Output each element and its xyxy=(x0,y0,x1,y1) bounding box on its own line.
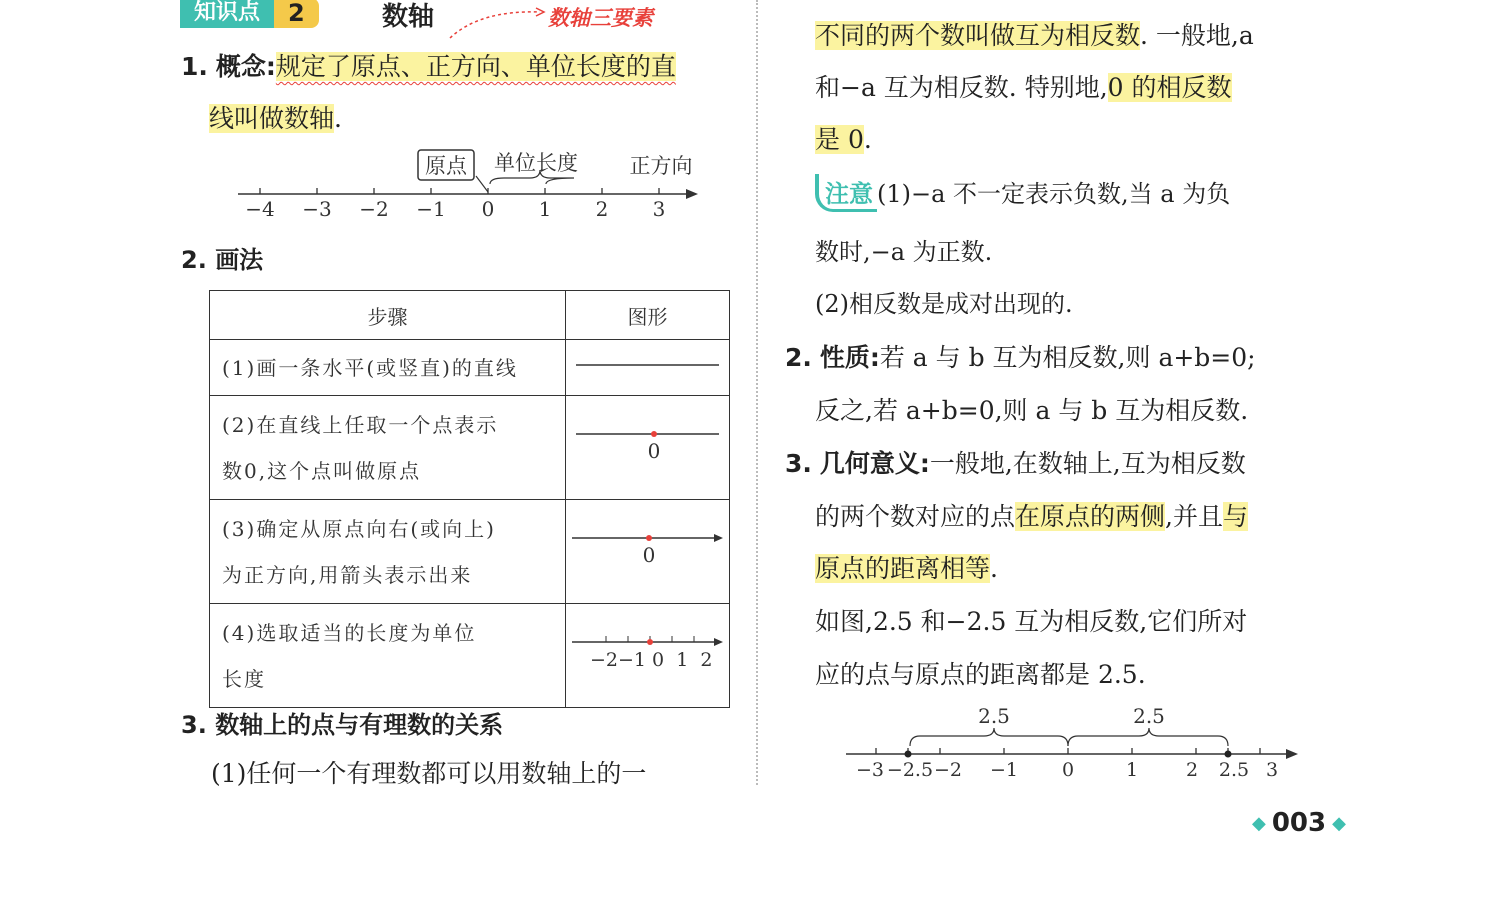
annotation-arrow xyxy=(440,2,550,42)
concept-hl-1: 规定了原点、正方向、单位长度的直 xyxy=(275,52,676,81)
brace-right xyxy=(1068,728,1228,746)
diamond-left-icon: ◆ xyxy=(1252,812,1266,834)
concept-end: . xyxy=(334,104,342,133)
right-hl-1: 不同的两个数叫做互为相反数 xyxy=(815,21,1141,50)
tick-label: 0 xyxy=(1061,759,1075,781)
brace-left-label: 2.5 xyxy=(978,704,1010,728)
note-1: (1)−a 不一定表示负数,当 a 为负 xyxy=(877,180,1231,208)
knowledge-badge xyxy=(180,0,319,28)
right-line-3-end: . xyxy=(863,125,872,154)
steps-table xyxy=(209,290,730,708)
note-2: 数时,−a 为正数. xyxy=(815,238,993,266)
table-header xyxy=(210,291,730,340)
geometry-line-3 xyxy=(815,549,998,585)
figure-4-label: −2−1 0 1 2 xyxy=(590,649,713,671)
note-label: 注意 xyxy=(815,174,877,212)
relation-num: 3. xyxy=(181,711,207,739)
tick-label: 3 xyxy=(1265,759,1279,781)
concept-line-1 xyxy=(181,47,676,83)
figure-4 xyxy=(566,604,730,708)
step-3-line-1: (3)确定从原点向右(或向上) xyxy=(222,516,496,541)
figure-3 xyxy=(566,500,730,604)
tick-label: 2 xyxy=(1185,759,1199,781)
table-row xyxy=(210,340,730,396)
step-3 xyxy=(210,500,566,604)
geo-hl-2: 与 xyxy=(1222,502,1248,531)
tick-label: −2.5 xyxy=(886,759,934,781)
prop-head: 性质: xyxy=(819,343,880,372)
badge-label: 知识点 xyxy=(180,0,274,28)
right-line-1-end: . 一般地,a xyxy=(1140,21,1254,50)
step-2-line-1: (2)在直线上任取一个点表示 xyxy=(222,412,499,437)
tick-label: 3 xyxy=(652,197,666,221)
tick-label: −1 xyxy=(416,197,446,221)
relation-line-1: (1)任何一个有理数都可以用数轴上的一 xyxy=(211,759,647,788)
right-hl-3: 是 0 xyxy=(815,125,864,154)
step-4-line-1: (4)选取适当的长度为单位 xyxy=(222,620,477,645)
step-2-line-2: 数0,这个点叫做原点 xyxy=(222,458,422,483)
figure-1 xyxy=(566,340,730,396)
header-steps: 步骤 xyxy=(210,291,566,340)
step-4 xyxy=(210,604,566,708)
geometry-line-2 xyxy=(815,497,1248,533)
concept-line-2 xyxy=(209,99,342,135)
note-line-1 xyxy=(815,174,1230,212)
tick-label: −4 xyxy=(245,197,275,221)
method-heading xyxy=(181,240,263,275)
method-num: 2. xyxy=(181,246,207,274)
tick-label: 2 xyxy=(595,197,609,221)
geo-1: 一般地,在数轴上,互为相反数 xyxy=(929,449,1246,478)
geo-2-mid: ,并且 xyxy=(1165,502,1223,531)
section-title: 数轴 xyxy=(382,2,435,32)
geo-3-end: . xyxy=(990,554,998,583)
tick-label: 1 xyxy=(1125,759,1139,781)
relation-head: 数轴上的点与有理数的关系 xyxy=(215,711,504,739)
step-2 xyxy=(210,396,566,500)
concept-head: 概念: xyxy=(215,52,276,81)
example-1: 如图,2.5 和−2.5 互为相反数,它们所对 xyxy=(815,607,1248,636)
badge-number: 2 xyxy=(274,0,319,28)
tick-label: 1 xyxy=(538,197,552,221)
step-1: (1)画一条水平(或竖直)的直线 xyxy=(210,340,566,396)
brace-left xyxy=(910,728,1068,746)
right-hl-2: 0 的相反数 xyxy=(1107,73,1232,102)
example-2: 应的点与原点的距离都是 2.5. xyxy=(815,660,1146,689)
tick-label: −2 xyxy=(359,197,389,221)
figure-2-label: 0 xyxy=(647,439,661,463)
geo-2-start: 的两个数对应的点 xyxy=(815,502,1016,531)
table-row xyxy=(210,604,730,708)
axis2-arrow xyxy=(1286,749,1298,759)
axis-arrow xyxy=(686,189,698,199)
point-dot xyxy=(905,751,912,758)
number-line-1 xyxy=(230,140,710,225)
prop-2: 反之,若 a+b=0,则 a 与 b 互为相反数. xyxy=(815,396,1249,425)
right-line-3 xyxy=(815,120,872,156)
tick-label: −1 xyxy=(989,759,1019,781)
right-line-1 xyxy=(815,16,1254,52)
tick-label: −3 xyxy=(855,759,885,781)
table-row xyxy=(210,500,730,604)
origin-label: 原点 xyxy=(425,154,467,178)
page-number-block xyxy=(1252,808,1346,838)
number-line-2 xyxy=(840,698,1310,788)
direction-label: 正方向 xyxy=(629,154,693,178)
property-line-1 xyxy=(785,338,1256,374)
unit-label: 单位长度 xyxy=(494,151,578,175)
relation-heading xyxy=(181,705,503,740)
tick-label: 2.5 xyxy=(1218,759,1250,781)
annotation-text: 数轴三要素 xyxy=(548,5,653,30)
page-number: 003 xyxy=(1271,808,1327,838)
geo-num: 3. xyxy=(785,449,812,478)
column-divider xyxy=(756,0,758,785)
step-3-line-2: 为正方向,用箭头表示出来 xyxy=(222,562,473,587)
tick-label: −3 xyxy=(302,197,332,221)
brace-right-label: 2.5 xyxy=(1133,704,1165,728)
concept-num: 1. xyxy=(181,52,208,81)
concept-hl-2: 线叫做数轴 xyxy=(209,104,335,133)
geo-hl-3: 原点的距离相等 xyxy=(815,554,991,583)
tick-label: −2 xyxy=(933,759,963,781)
method-head: 画法 xyxy=(215,246,264,274)
note-3: (2)相反数是成对出现的. xyxy=(815,290,1073,318)
diamond-right-icon: ◆ xyxy=(1332,812,1346,834)
geo-head: 几何意义: xyxy=(819,449,930,478)
prop-1: 若 a 与 b 互为相反数,则 a+b=0; xyxy=(879,343,1256,372)
right-line-2 xyxy=(815,68,1232,104)
table-row xyxy=(210,396,730,500)
figure-3-label: 0 xyxy=(642,543,656,567)
step-4-line-2: 长度 xyxy=(222,666,266,691)
right-line-2-start: 和−a 互为相反数. 特别地, xyxy=(815,73,1108,102)
tick-label: 0 xyxy=(481,197,495,221)
figure-2 xyxy=(566,396,730,500)
header-figure: 图形 xyxy=(566,291,730,340)
prop-num: 2. xyxy=(785,343,812,372)
point-dot xyxy=(1225,751,1232,758)
geometry-line-1 xyxy=(785,444,1246,480)
geo-hl-1: 在原点的两侧 xyxy=(1015,502,1166,531)
